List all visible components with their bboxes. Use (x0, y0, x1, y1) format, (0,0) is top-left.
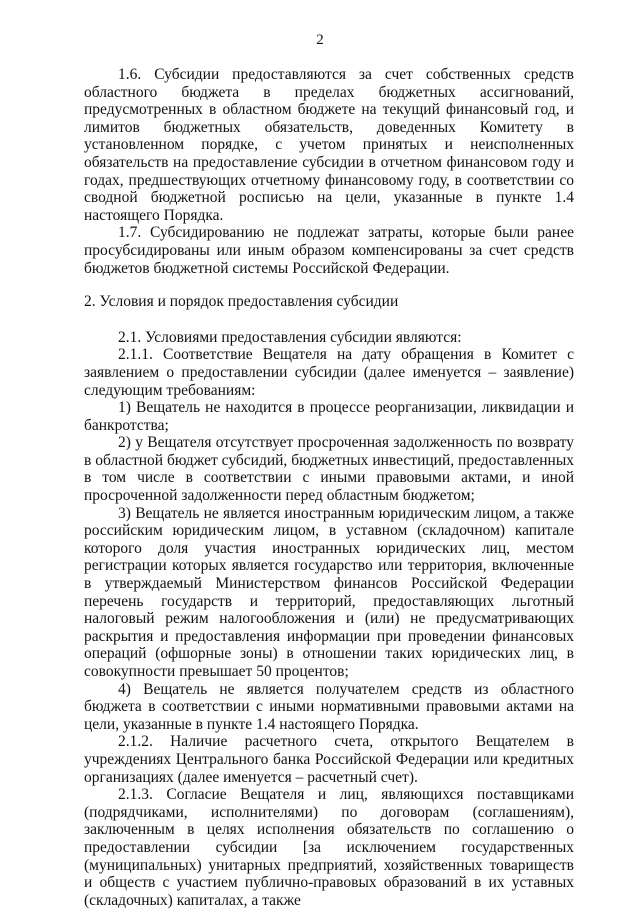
requirement-4: 4) Вещатель не является получателем средств из областного бюджета в соответствии с иными нормативными правовыми актами на цели, указанные в пункте 1.4 настоящего Порядка. (84, 680, 574, 733)
document-body (84, 66, 574, 909)
paragraph-2-1-2: 2.1.2. Наличие расчетного счета, открытого Вещателем в учреждениях Центрального банка Российской Федерации или кредитных организациях (далее именуется – расчетный счет). (84, 733, 574, 786)
paragraph-2-1-3: 2.1.3. Согласие Вещателя и лиц, являющихся поставщиками (подрядчиками, исполнителями) по договорам (соглашениям), заключенным в целях исполнения обязательств по соглашению о предоставлении субсидии [за исключением государственных (муниципальных) унитарных предприятий, хозяйственных товариществ и обществ с участием публично-правовых образований в их уставных (складочных) капиталах, а также (84, 786, 574, 909)
requirement-1: 1) Вещатель не находится в процессе реорганизации, ликвидации и банкротства; (84, 399, 574, 434)
paragraph-1-7: 1.7. Субсидированию не подлежат затраты, которые были ранее просубсидированы или иным образом компенсированы за счет средств бюджетов бюджетной системы Российской Федерации. (84, 224, 574, 277)
paragraph-2-1-1: 2.1.1. Соответствие Вещателя на дату обращения в Комитет с заявлением о предоставлении субсидии (далее именуется – заявление) следующим требованиям: (84, 346, 574, 399)
paragraph-1-6: 1.6. Субсидии предоставляются за счет собственных средств областного бюджета в пределах бюджетных ассигнований, предусмотренных в областном бюджете на текущий финансовый год, и лимитов бюджетных обязательств, доведенных Комитету в установленном порядке, с учетом принятых и неисполненных обязательств на предоставление субсидии в отчетном финансовом году и годах, предшествующих отчетному финансовому году, в соответствии со сводной бюджетной росписью на цели, указанные в пункте 1.4 настоящего Порядка. (84, 66, 574, 224)
requirement-3: 3) Вещатель не является иностранным юридическим лицом, а также российским юридическим лицом, в уставном (складочном) капитале которого доля участия иностранных юридических лиц, местом регистрации которых является государство или территория, включенные в утверждаемый Министерством финансов Российской Федерации перечень государств и территорий, предоставляющих льготный налоговый режим налогообложения и (или) не предусматривающих раскрытия и предоставления информации при проведении финансовых операций (офшорные зоны) в отношении таких юридических лиц, в совокупности превышает 50 процентов; (84, 504, 574, 680)
page-number: 2 (316, 32, 324, 48)
requirement-2: 2) у Вещателя отсутствует просроченная задолженность по возврату в областной бюджет субсидий, бюджетных инвестиций, предоставленных в том числе в соответствии с иными правовыми актами, и иной просроченной задолженности перед областным бюджетом; (84, 434, 574, 505)
paragraph-2-1: 2.1. Условиями предоставления субсидии являются: (118, 328, 462, 346)
section-heading: 2. Условия и порядок предоставления субсидии (84, 293, 399, 311)
